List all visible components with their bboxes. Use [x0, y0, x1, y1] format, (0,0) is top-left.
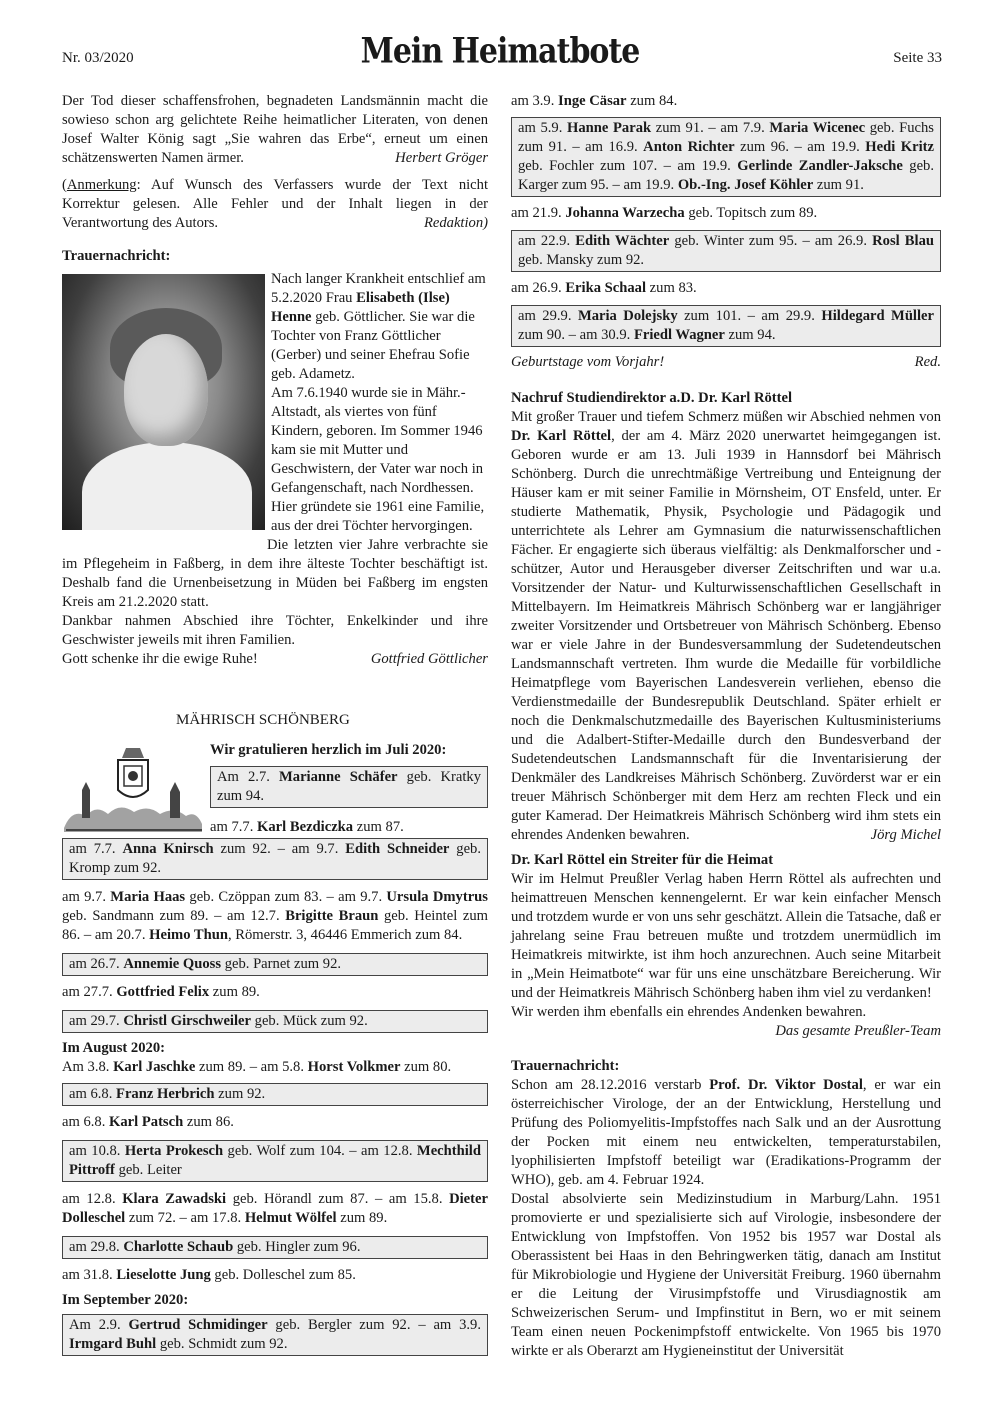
birthday-line-2: am 7.7. Karl Bezdiczka zum 87.: [210, 819, 404, 835]
trauer-p2: Am 7.6.1940 wurde sie in Mähr.-Altstadt, als viertes von fünf Kindern, geboren. Im Sommer 1946 kam sie mit Mutter und Geschwistern, der Vater war noch in Gefangenschaft, nach Nordhessen. Hier gründete sie 1961 eine Familie, aus der drei Töchter hervorgingen.: [271, 385, 485, 534]
trauer-closing: [62, 650, 488, 669]
trauer-name: Elisabeth (Ilse) Henne: [271, 290, 450, 325]
page-number: Seite 33: [893, 50, 942, 66]
issue-number: Nr. 03/2020: [62, 50, 134, 66]
birthday-r-box-6: am 29.9. Maria Dolejsky zum 101. – am 29.9. Hildegard Müller zum 90. – am 30.9. Friedl Wagner zum 94.: [511, 305, 941, 347]
august-heading: Im August 2020:: [62, 1040, 165, 1056]
trauer-block: [62, 270, 488, 669]
birthday-aug-box-2: am 6.8. Franz Herbrich zum 92.: [62, 1083, 488, 1106]
section-title: MÄHRISCH SCHÖNBERG: [176, 712, 350, 728]
streiter-text: Wir im Helmut Preußler Verlag haben Herrn Röttel als aufrechten und heimattreuen Menschen kennengelernt. Er war kein einfacher Mensch und trotzdem wurde er von uns sehr geschätzt. Allein die Tatsache, daß er jahrelang seine Frau betreuen mußte und trotzdem unermüdlich im Heimatkreis mitwirkte, ist ihm hoch anzurechnen. Auch seine Mitarbeit in „Mein Heimatbote“ war für uns eine unschätzbare Bereicherung. Wir und der Heimatkreis Mährisch Schönberg haben ihm viel zu verdanken!: [511, 871, 941, 1001]
right-column: [511, 92, 941, 1361]
birthday-aug-3: am 6.8. Karl Patsch zum 86.: [62, 1114, 234, 1130]
birthday-r1: am 3.9. Inge Cäsar zum 84.: [511, 93, 678, 109]
note-paragraph: (Anmerkung: Auf Wunsch des Verfassers wurde der Text nicht Korrektur gelesen. Alle Fehler und der Inhalt liegen in der Verantwortung des Autors.: [62, 177, 488, 231]
streiter-text-2: Wir werden ihm ebenfalls ein ehrendes Andenken bewahren.: [511, 1004, 867, 1020]
birthday-aug-box-6: am 29.8. Charlotte Schaub geb. Hingler zum 96.: [62, 1236, 488, 1259]
trauer-heading: Trauernachricht:: [62, 248, 171, 264]
birthday-box-7: am 29.7. Christl Girschweiler geb. Mück zum 92.: [62, 1010, 488, 1033]
streiter-heading: Dr. Karl Röttel ein Streiter für die Heimat: [511, 852, 774, 868]
birthday-r-box-4: am 22.9. Edith Wächter geb. Winter zum 95. – am 26.9. Rosl Blau geb. Mansky zum 92.: [511, 230, 941, 272]
note-label: Anmerkung: [66, 177, 137, 193]
birthday-r-box-2: am 5.9. Hanne Parak zum 91. – am 7.9. Maria Wicenec geb. Fuchs zum 91. – am 16.9. Anton Richter zum 96. – am 19.9. Hedi Kritz geb. Fochler zum 107. – am 19.9. Gerlinde Zandler-Jaksche geb. Karger zum 95. – am 19.9. Ob.-Ing. Josef Köhler zum 91.: [511, 117, 941, 197]
intro-paragraph: Der Tod dieser schaffensfrohen, begnadeten Landsmännin macht die sowieso schon arg gelichtete Reihe heimatlicher Literaten, von denen Josef Walter König sagt „Sie wahren das Erbe“, erneut um einen schätzenswerten Namen ärmer.: [62, 93, 488, 166]
birthday-line-6: am 27.7. Gottfried Felix zum 89.: [62, 984, 260, 1000]
birthday-signature: Geburtstage vom Vorjahr! Red.: [511, 354, 941, 370]
nachruf-text: Mit großer Trauer und tiefem Schmerz müßen wir Abschied nehmen von Dr. Karl Röttel, der am 4. März 2020 unerwartet heimgegangen ist. Geboren wurde er am 13. Juli 1939 in Hannsdorf bei Mährisch Schönberg. Durch die unrechtmäßige Vertreibung und Enteignung der Häuser kam er mit seiner Familie in Mörnsheim, OT Ensfeld, unter. Er studierte Mathematik, Physik, Psychologie und Pädagogik und unterrichtete als Lehrer am Gymnasium die naturwissenschaftlichen Fächer. Er engagierte sich überaus vielfältig: als Denkmalforscher und -schützer, Autor und Herausgeber diverser Zeitschriften und war u.a. Vorsitzender der Natur- und Kulturwissenschaftlichen Gesellschaft in Mittelbayern. Im Heimatkreis Mährisch Schönberg war er langjähriger zweiter Vorsitzender und Ortsbetreuer von Mährisch Schönberg. Ebenso war er viele Jahre in der Bundesversammlung der Sudetendeutschen Landsmannschaft vertreten. Ihm wurde die Medaille für vorbildliche Heimatpflege vom Bayerischen Landesverein verliehen, ebenso die Verdienstmedaille der Bundesrepublik Deutschland. Später erhielt er noch die Denkmalschutzmedaille des Bayerischen Kultusministeriums und die Adalbert-Stifter-Medaille durch den Bundesverband der Sudetendeutschen Landsmannschaft für die Inventarisierung der Denkmäler des Landkreises Mährisch Schönberg. Zuvörderst war er ein treuer Mährisch Schönberger mit dem Herz am rechten Fleck und ein guter Kamerad. Der Heimatkreis Mährisch Schönberg wird ihm stets ein ehrendes Andenken bewahren.: [511, 409, 942, 843]
trauer-p3: Die letzten vier Jahre verbrachte sie im Pflegeheim in Faßberg, in dem ihre älteste Tochter beschäftigt ist. Deshalb fand die Urnenbeisetzung in Müden bei Faßberg im engsten Kreis am 21.2.2020 statt.: [62, 537, 488, 610]
intro-author: Herbert Gröger: [395, 150, 488, 166]
birthday-aug-1: Am 3.8. Karl Jaschke zum 89. – am 5.8. Horst Volkmer zum 80.: [62, 1059, 452, 1075]
birthday-r3: am 21.9. Johanna Warzecha geb. Topitsch zum 89.: [511, 205, 818, 221]
congrats-block: [210, 741, 488, 837]
birthday-r5: am 26.9. Erika Schaal zum 83.: [511, 280, 697, 296]
trauer-author: Gottfried Göttlicher: [370, 651, 488, 667]
town-crest-icon: [62, 738, 204, 834]
trauer2-text-2: Dostal absolvierte sein Medizinstudium in Marburg/Lahn. 1951 promovierte er und spezialisierte sich auf Virologie, insbesondere der Entwicklung von Impfstoffen. Von 1952 bis 1957 war Dostal als Oberassistent bei Haas in den Behringwerken tätig, danach am Institut für Mikrobiologie und Hygiene der Universität Freiburg. 1960 übernahm er die Leitung der Virusimpfstoffe und Virusdiagnostik am Schweizerischen Serum- und Impfinstitut in Bern, wo er mit seinem Team einen neuen Pockenimpfstoff entwickelte. Von 1965 bis 1970 wirkte er als Oberarzt am Hygieneinstitut der Universität: [511, 1191, 941, 1359]
trauer-p1: Nach langer Krankheit entschlief am 5.2.2020 Frau Elisabeth (Ilse) Henne geb. Göttlicher. Sie war die Tochter von Franz Göttlicher (Gerber) und seiner Ehefrau Sofie geb. Adametz.: [271, 271, 486, 382]
birthday-line-4: am 9.7. Maria Haas geb. Czöppan zum 83. – am 9.7. Ursula Dmytrus geb. Sandmann zum 89. – am 12.7. Brigitte Braun geb. Heintel zum 86. – am 20.7. Heimo Thun, Römerstr. 3, 46446 Emmerich zum 84.: [62, 889, 488, 943]
birthday-sep-box-1: Am 2.9. Gertrud Schmidinger geb. Bergler zum 92. – am 3.9. Irmgard Buhl geb. Schmidt zum 92.: [62, 1314, 488, 1356]
note-text: : Auf Wunsch des Verfassers wurde der Text nicht Korrektur gelesen. Alle Fehler und der Inhalt liegen in der Verantwortung des Autors.: [62, 177, 488, 231]
nachruf-author: Jörg Michel: [870, 827, 941, 843]
trauer2-heading: Trauernachricht:: [511, 1058, 620, 1074]
note-signature: Redaktion): [423, 215, 488, 231]
birthday-aug-5: am 12.8. Klara Zawadski geb. Hörandl zum 87. – am 15.8. Dieter Dolleschel zum 72. – am 17.8. Helmut Wölfel zum 89.: [62, 1191, 488, 1226]
trauer2-text: Schon am 28.12.2016 verstarb Prof. Dr. Viktor Dostal, er war ein österreichischer Virologe, der an der Entwicklung, Herstellung und Prüfung des Poliomyelitis-Impfstoffes nach Salk und an der Ausrottung der Pocken mit einem neu entwickelten, temperaturstabilen, lyophilisierten Impfstoff beteiligt war (Eradikations-Programm der WHO), geb. am 4. Februar 1924.: [511, 1077, 941, 1188]
trauer-p5: Gott schenke ihr die ewige Ruhe!: [62, 651, 258, 667]
birthday-aug-7: am 31.8. Lieselotte Jung geb. Dolleschel zum 85.: [62, 1267, 356, 1283]
birthday-box-3: am 7.7. Anna Knirsch zum 92. – am 9.7. Edith Schneider geb. Kromp zum 92.: [62, 838, 488, 880]
birthday-box-5: am 26.7. Annemie Quoss geb. Parnet zum 92.: [62, 953, 488, 976]
birthday-box-1: Am 2.7. Marianne Schäfer geb. Kratky zum 94.: [210, 766, 488, 808]
birthday-aug-box-4: am 10.8. Herta Prokesch geb. Wolf zum 104. – am 12.8. Mechthild Pittroff geb. Leiter: [62, 1140, 488, 1182]
trauer-p4: Dankbar nahmen Abschied ihre Töchter, Enkelkinder und ihre Geschwister jeweils mit ihren Familien.: [62, 613, 488, 648]
september-heading: Im September 2020:: [62, 1292, 189, 1308]
nachruf-heading: Nachruf Studiendirektor a.D. Dr. Karl Röttel: [511, 390, 793, 406]
left-column: [62, 92, 488, 669]
birthdays-july-aug-sep: [62, 838, 488, 1356]
streiter-author: Das gesamte Preußler-Team: [775, 1023, 941, 1039]
congrats-heading: Wir gratulieren herzlich im Juli 2020:: [210, 742, 447, 758]
newspaper-title: Mein Heimatbote: [360, 31, 640, 72]
portrait-photo: [62, 274, 265, 530]
